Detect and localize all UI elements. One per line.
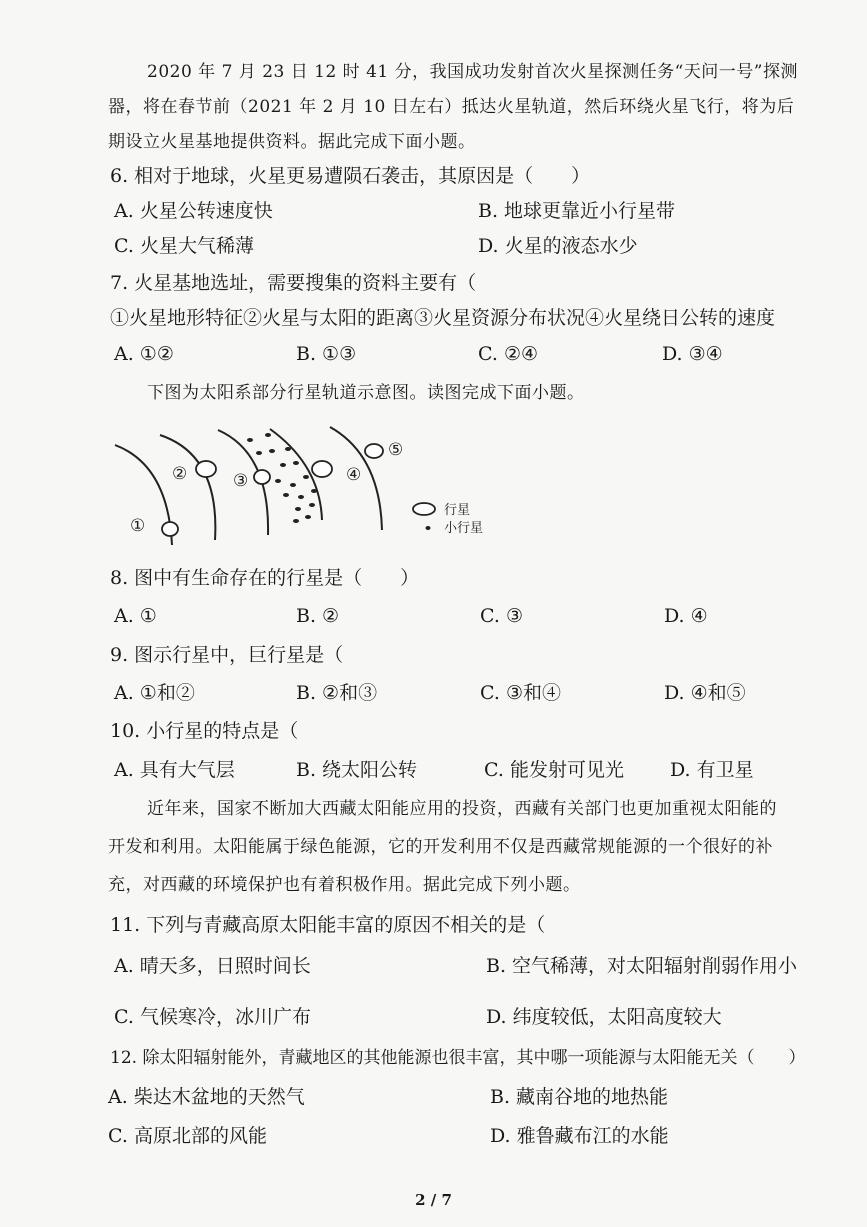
intro1-line1: 2020 年 7 月 23 日 12 时 41 分，我国成功发射首次火星探测任务“天问一号”探测 [147,62,798,82]
q6-option-d[interactable]: D. 火星的液态水少 [478,235,638,257]
q7-option-d[interactable]: D. ③④ [662,343,723,365]
q6-option-a[interactable]: A. 火星公转速度快 [114,200,273,222]
q9-option-c[interactable]: C. ③和④ [480,682,561,704]
q8-stem: 8. 图中有生命存在的行星是（ ） [110,567,420,589]
asteroid-dot [280,463,286,467]
asteroid-dot [265,433,271,437]
asteroid-dot [269,449,275,453]
asteroid-dot [283,493,289,497]
q12-option-b[interactable]: B. 藏南谷地的地热能 [490,1086,669,1108]
asteroid-dot [293,519,299,523]
intro3-line3: 充，对西藏的环境保护也有着积极作用。据此完成下列小题。 [108,875,581,895]
q12-option-c[interactable]: C. 高原北部的风能 [108,1125,267,1147]
asteroid-dot [256,451,262,455]
q10-stem: 10. 小行星的特点是（ [110,720,299,742]
legend-planet-symbol [413,503,435,515]
asteroid-dot [285,447,291,451]
q11-option-c[interactable]: C. 气候寒冷，冰川广布 [114,1006,311,1028]
label-4: ④ [346,465,362,485]
q12-option-a[interactable]: A. 柴达木盆地的天然气 [108,1086,305,1108]
q7-option-a[interactable]: A. ①② [114,343,174,365]
q11-stem: 11. 下列与青藏高原太阳能丰富的原因不相关的是（ [110,914,546,936]
q8-option-b[interactable]: B. ② [296,605,340,627]
solar-system-orbit-diagram [110,425,530,560]
asteroid-dot [275,479,281,483]
legend-asteroid-symbol [426,526,431,530]
intro1-line2: 器，将在春节前（2021 年 2 月 10 日左右）抵达火星轨道，然后环绕火星飞行，将为后 [108,97,795,117]
q7-option-c[interactable]: C. ②④ [478,343,539,365]
q7-option-b[interactable]: B. ①③ [296,343,357,365]
label-2: ② [172,464,188,484]
asteroid-dot [247,438,253,442]
q8-option-d[interactable]: D. ④ [664,605,708,627]
q7-items: ①火星地形特征②火星与太阳的距离③火星资源分布状况④火星绕日公转的速度 [110,307,776,329]
asteroid-dot [303,475,309,479]
planet-4 [312,461,332,477]
intro2-text: 下图为太阳系部分行星轨道示意图。读图完成下面小题。 [147,383,585,403]
q9-stem: 9. 图示行星中，巨行星是（ [110,644,344,666]
q11-option-d[interactable]: D. 纬度较低，太阳高度较大 [486,1006,722,1028]
q10-option-c[interactable]: C. 能发射可见光 [484,759,624,781]
asteroid-dot [305,515,311,519]
intro1-line3: 期设立火星基地提供资料。据此完成下面小题。 [108,132,476,152]
q8-option-a[interactable]: A. ① [114,605,157,627]
legend-asteroid-label: 小行星 [444,521,484,536]
page-number: 2 / 7 [415,1191,452,1209]
q6-option-b[interactable]: B. 地球更靠近小行星带 [478,200,676,222]
asteroid-dot [309,503,315,507]
q6-stem: 6. 相对于地球，火星更易遭陨石袭击，其原因是（ ） [110,165,591,187]
label-1: ① [130,516,146,536]
label-3: ③ [233,471,249,491]
q12-stem: 12. 除太阳辐射能外，青藏地区的其他能源也很丰富，其中哪一项能源与太阳能无关（ ） [110,1048,806,1068]
intro3-line2: 开发和利用。太阳能属于绿色能源，它的开发利用不仅是西藏常规能源的一个很好的补 [108,837,773,857]
asteroid-dot [298,495,304,499]
planet-1 [162,522,178,536]
label-5: ⑤ [388,440,404,460]
q9-option-d[interactable]: D. ④和⑤ [664,682,746,704]
q8-option-c[interactable]: C. ③ [480,605,523,627]
planet-5 [365,444,383,458]
q12-option-d[interactable]: D. 雅鲁藏布江的水能 [490,1125,669,1147]
q9-option-a[interactable]: A. ①和② [114,682,195,704]
q10-option-a[interactable]: A. 具有大气层 [114,759,235,781]
q10-option-d[interactable]: D. 有卫星 [670,759,754,781]
q6-option-c[interactable]: C. 火星大气稀薄 [114,235,254,257]
asteroid-dot [311,489,317,493]
q10-option-b[interactable]: B. 绕太阳公转 [296,759,418,781]
q11-option-b[interactable]: B. 空气稀薄，对太阳辐射削弱作用小 [486,955,798,977]
intro3-line1: 近年来，国家不断加大西藏太阳能应用的投资，西藏有关部门也更加重视太阳能的 [147,799,777,819]
q11-option-a[interactable]: A. 晴天多，日照时间长 [114,955,311,977]
q7-stem: 7. 火星基地选址，需要搜集的资料主要有（ [110,272,477,294]
asteroid-dot [290,483,296,487]
planet-2 [196,461,216,477]
planet-3 [254,470,270,484]
asteroid-dot [295,507,301,511]
q9-option-b[interactable]: B. ②和③ [296,682,378,704]
asteroid-dot [293,461,299,465]
legend-planet-label: 行星 [444,503,471,518]
